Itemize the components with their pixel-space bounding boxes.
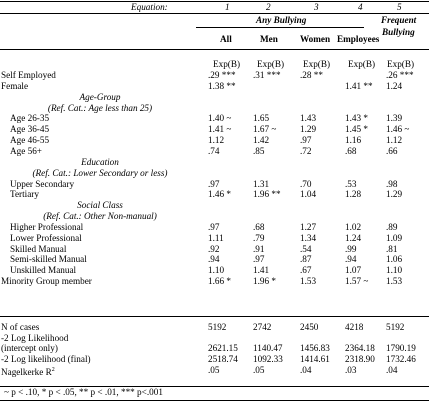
table-cell: .89: [386, 221, 398, 232]
row-label: Self Employed: [1, 70, 56, 80]
stats-cell: 2318.90: [345, 354, 375, 364]
table-cell: .53: [345, 178, 357, 189]
table-cell: 1.40 ~: [208, 113, 232, 124]
equation-number-5: 5: [397, 2, 402, 12]
stats-cell: 1790.19: [386, 343, 416, 353]
equation-number-3: 3: [314, 2, 319, 12]
table-cell: 1.57 ~: [345, 276, 369, 287]
table-cell: .68: [345, 145, 357, 156]
category-heading: (Ref. Cat.: Age less than 25): [47, 102, 153, 113]
table-cell: 1.53: [300, 276, 317, 287]
stats-label: [1, 343, 58, 354]
table-cell: 1.43 *: [345, 113, 368, 124]
table-cell: 1.67 ~: [253, 124, 277, 135]
table-cell: 1.38 **: [208, 80, 236, 91]
table-cell: 1.53: [386, 276, 403, 287]
equation-rule: [0, 13, 429, 14]
table-cell: .98: [386, 178, 398, 189]
stats-label: [1, 365, 55, 378]
equation-label: Equation:: [131, 2, 168, 12]
table-row: [0, 244, 429, 255]
stats-row: [0, 343, 429, 354]
table-cell: 1.27: [300, 221, 317, 232]
row-label: Minority Group member: [1, 276, 92, 287]
table-cell: 1.16: [345, 135, 362, 146]
table-cell: .92: [208, 243, 220, 254]
table-cell: 1.39: [386, 113, 403, 124]
expb-label-1: Exp(B): [213, 59, 241, 69]
stats-cell: 2364.18: [345, 343, 375, 353]
stats-label: [1, 354, 91, 365]
table-cell: .66: [386, 145, 398, 156]
table-cell: 1.10: [208, 265, 225, 276]
table-cell: .29 ***: [208, 70, 236, 80]
stats-cell: 2621.15: [208, 343, 238, 353]
row-label: Upper Secondary: [10, 178, 75, 189]
table-row: [0, 146, 429, 157]
stats-row: [0, 365, 429, 376]
equation-number-4: 4: [358, 2, 363, 12]
stats-cell: 1732.46: [386, 354, 416, 364]
group-men: Men: [260, 34, 278, 44]
any-bullying-rule: [196, 27, 364, 28]
table-row: [0, 276, 429, 287]
stats-cell: .04: [386, 365, 398, 375]
table-cell: 1.31: [253, 178, 270, 189]
header-bottom-rule: [0, 49, 429, 50]
table-cell: .91: [253, 243, 265, 254]
table-row: [0, 189, 429, 200]
stats-cell: 1140.47: [253, 343, 283, 353]
equation-number-2: 2: [266, 2, 271, 12]
table-cell: .72: [300, 145, 312, 156]
row-label: Unskilled Manual: [10, 265, 77, 276]
table-cell: 1.24: [386, 80, 403, 91]
row-label: Higher Professional: [10, 221, 84, 232]
table-cell: .97: [253, 254, 265, 265]
table-cell: .97: [208, 221, 220, 232]
row-label: Age 26-35: [10, 113, 50, 124]
table-cell: .67: [300, 265, 312, 276]
frequent-bullying-heading: Frequent: [381, 15, 417, 25]
equation-number-1: 1: [225, 2, 230, 12]
footnote: ~ p < .10, * p < .05, ** p < .01, *** p<.001: [4, 387, 163, 397]
table-row: [0, 124, 429, 135]
top-rule: [0, 1, 429, 2]
row-label: Age 56+: [10, 145, 42, 156]
stats-cell: 5192: [386, 322, 405, 332]
table-cell: .81: [386, 243, 398, 254]
table-cell: 1.96 *: [253, 276, 276, 287]
row-label: Age 36-45: [10, 124, 50, 135]
stats-label-text: N of cases: [1, 322, 40, 332]
stats-cell: .05: [253, 365, 265, 375]
table-cell: 1.12: [208, 135, 225, 146]
frequent-bullying-heading-2: Bullying: [382, 27, 415, 37]
any-bullying-heading: Any Bullying: [256, 15, 307, 25]
table-row: [0, 222, 429, 233]
stats-label-text: Nagelkerke R: [1, 367, 52, 378]
row-label: Semi-skilled Manual: [10, 254, 87, 265]
stats-cell: .04: [300, 365, 312, 375]
table-cell: .97: [208, 178, 220, 189]
table-cell: .94: [208, 254, 220, 265]
table-row: [0, 265, 429, 276]
stats-cell: 1456.83: [300, 343, 330, 353]
table-cell: 1.43: [300, 113, 317, 124]
table-cell: 1.96 **: [253, 189, 281, 200]
stats-cell: 2742: [253, 322, 272, 332]
table-cell: 1.45 *: [345, 124, 368, 135]
table-row: [0, 179, 429, 190]
table-row: [0, 113, 429, 124]
stats-cell: 2450: [300, 322, 319, 332]
table-cell: 1.12: [386, 135, 403, 146]
table-row: [0, 81, 429, 92]
stats-cell: .03: [345, 365, 357, 375]
table-cell: 1.29: [386, 189, 403, 200]
row-label: Lower Professional: [10, 232, 82, 243]
category-heading: (Ref. Cat.: Other Non-manual): [43, 211, 157, 222]
table-cell: 1.46 *: [208, 189, 231, 200]
stats-row: [0, 322, 429, 333]
table-row: [0, 233, 429, 244]
table-row: [0, 135, 429, 146]
table-cell: .74: [208, 145, 220, 156]
table-cell: 1.28: [345, 189, 362, 200]
table-cell: .68: [253, 221, 265, 232]
table-row: [0, 254, 429, 265]
row-label: Age 46-55: [10, 135, 50, 146]
table-cell: 1.02: [345, 221, 362, 232]
stats-cell: .05: [208, 365, 220, 375]
table-cell: .85: [253, 145, 265, 156]
category-heading: Social Class: [77, 200, 123, 211]
table-cell: 1.41 ~: [208, 124, 232, 135]
group-all: All: [220, 34, 232, 44]
expb-label-5: Exp(B): [387, 59, 415, 69]
table-cell: 1.46 ~: [386, 124, 410, 135]
table-cell: 1.65: [253, 113, 270, 124]
stats-label: [1, 322, 39, 333]
table-cell: 1.66 *: [208, 276, 231, 287]
table-cell: .87: [300, 254, 312, 265]
table-cell: 1.11: [208, 232, 224, 243]
table-cell: 1.06: [386, 254, 403, 265]
table-row: [0, 70, 429, 81]
stats-cell: 1414.61: [300, 354, 330, 364]
stats-label-text: -2 Log likelihood (final): [1, 354, 91, 364]
table-cell: 1.41: [253, 265, 270, 276]
table-cell: 1.10: [386, 265, 403, 276]
superscript: 2: [51, 367, 55, 373]
table-cell: 1.24: [345, 232, 362, 243]
expb-label-4: Exp(B): [348, 59, 376, 69]
table-cell: 1.09: [386, 232, 403, 243]
row-label: Female: [1, 80, 29, 91]
table-cell: 1.41 **: [345, 80, 373, 91]
category-heading: (Ref. Cat.: Lower Secondary or less): [32, 167, 168, 178]
table-cell: 1.34: [300, 232, 317, 243]
category-heading: Age-Group: [79, 91, 121, 102]
table-cell: 1.04: [300, 189, 317, 200]
table-cell: .31 ***: [253, 70, 281, 80]
stats-cell: 1092.33: [253, 354, 283, 364]
table-cell: .99: [345, 243, 357, 254]
stats-cell: 2518.74: [208, 354, 238, 364]
stats-label-text: (intercept only): [1, 343, 58, 353]
row-label: Tertiary: [10, 189, 39, 200]
table-cell: 1.07: [345, 265, 362, 276]
bottom-rule: [0, 400, 429, 401]
category-heading: Education: [81, 156, 119, 167]
table-cell: .26 ***: [386, 70, 414, 80]
table-cell: 1.29: [300, 124, 317, 135]
table-cell: .79: [253, 232, 265, 243]
table-cell: .94: [345, 254, 357, 265]
stats-label-text: -2 Log Likelihood: [1, 333, 69, 343]
expb-label-2: Exp(B): [257, 59, 285, 69]
table-cell: 1.42: [253, 135, 270, 146]
table-cell: .70: [300, 178, 312, 189]
table-cell: .97: [300, 135, 312, 146]
group-women: Women: [300, 34, 331, 44]
stats-cell: 4218: [345, 322, 364, 332]
group-employees: Employees: [337, 34, 380, 44]
stats-row: [0, 354, 429, 365]
table-cell: .54: [300, 243, 312, 254]
stats-cell: 5192: [208, 322, 227, 332]
row-label: Skilled Manual: [10, 243, 67, 254]
stats-rule: [0, 316, 429, 317]
table-cell: .28 **: [300, 70, 323, 80]
expb-label-3: Exp(B): [303, 59, 331, 69]
